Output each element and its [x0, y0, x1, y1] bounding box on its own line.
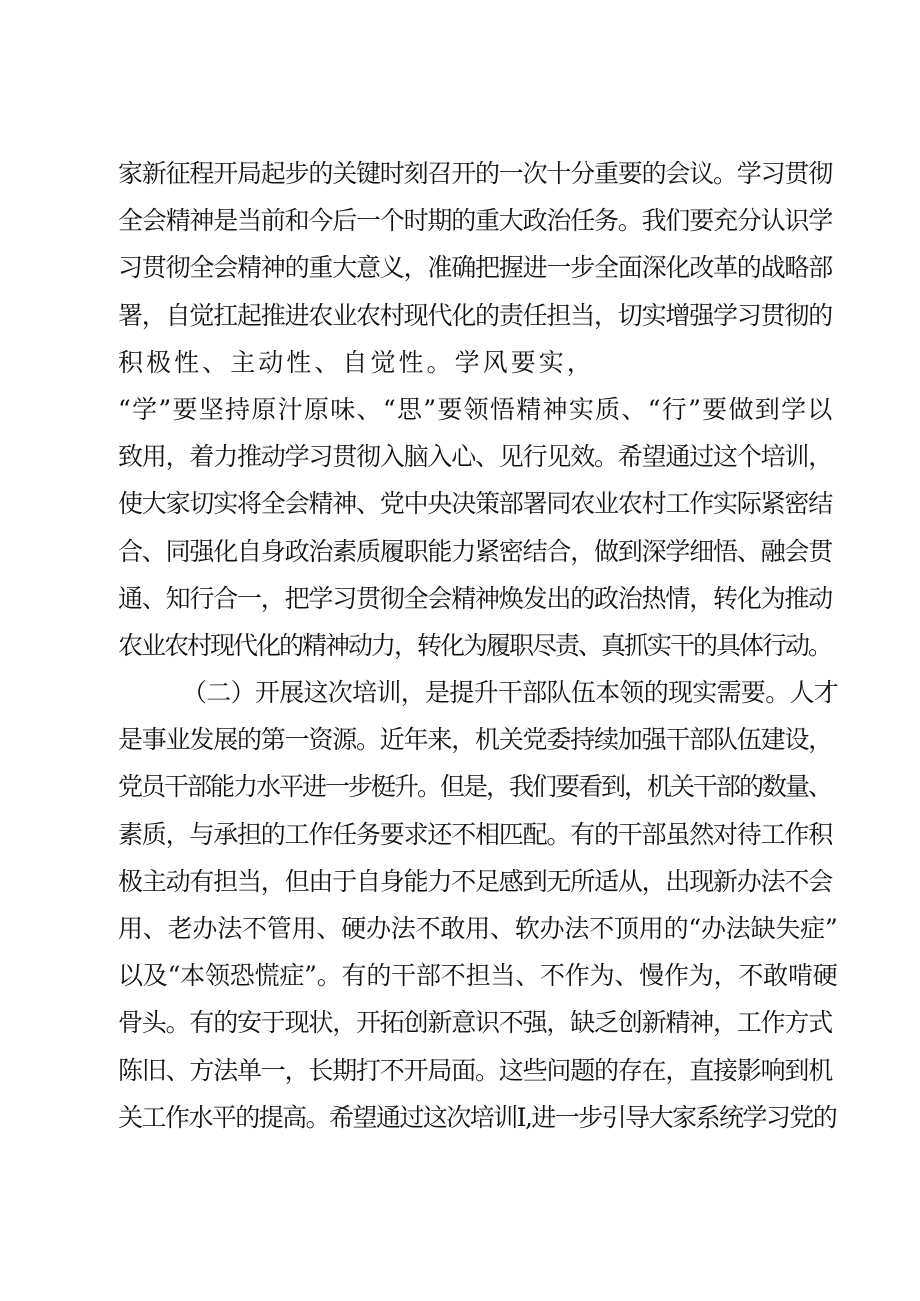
body-text	[118, 150, 839, 1141]
text-line: 极主动有担当，但由于自身能力不足感到无所适从，出现新办法不会	[118, 866, 833, 896]
text-line: 积极性、主动性、自觉性。学风要实，	[118, 347, 595, 377]
text-line: 家新征程开局起步的关键时刻召开的一次十分重要的会议。学习贯彻	[118, 159, 833, 188]
section-heading-line: （二）开展这次培训，是提升干部队伍本领的现实需要。人才	[182, 678, 839, 708]
text-line: 骨头。有的安于现状，开拓创新意识不强，缺乏创新精神，工作方式	[118, 1008, 833, 1038]
text-line: 习贯彻全会精神的重大意义，准确把握进一步全面深化改革的战略部	[118, 253, 833, 283]
text-line: 是事业发展的第一资源。近年来，机关党委持续加强干部队伍建设，	[118, 725, 833, 755]
text-line: 合、同强化自身政治素质履职能力紧密结合，做到深学细悟、融会贯	[118, 536, 833, 566]
text-line: 用、老办法不管用、硬办法不敢用、软办法不顶用的“办法缺失症”	[118, 914, 838, 943]
text-line: 农业农村现代化的精神动力，转化为履职尽责、真抓实干的具体行动。	[118, 630, 832, 660]
text-line: 以及“本领恐慌症”。有的干部不担当、不作为、慢作为，不敢啃硬	[118, 961, 838, 991]
text-line: 致用，着力推动学习贯彻入脑入心、见行见效。希望通过这个培训，	[118, 442, 833, 472]
text-line: 素质，与承担的工作任务要求还不相匹配。有的干部虽然对待工作积	[118, 819, 833, 849]
text-line: 陈旧、方法单一，长期打不开局面。这些问题的存在，直接影响到机	[118, 1055, 833, 1085]
text-line: 全会精神是当前和今后一个时期的重大政治任务。我们要充分认识学	[118, 206, 833, 236]
text-line: 党员干部能力水平进一步梃升。但是，我们要看到，机关干部的数量、	[118, 772, 832, 802]
text-line: 关工作水平的提高。希望通过这次培训I,进一步引导大家系统学习党的	[118, 1102, 837, 1132]
text-line: “学”要坚持原汁原味、“思”要领悟精神实质、“行”要做到学以	[118, 394, 834, 424]
text-line: 通、知行合一，把学习贯彻全会精神焕发出的政治热情，转化为推动	[118, 583, 833, 613]
text-line: 使大家切实将全会精神、党中央决策部署同农业农村工作实际紧密结	[118, 489, 833, 519]
text-line: 署，自觉扛起推进农业农村现代化的责任担当，切实增强学习贯彻的	[118, 300, 833, 330]
